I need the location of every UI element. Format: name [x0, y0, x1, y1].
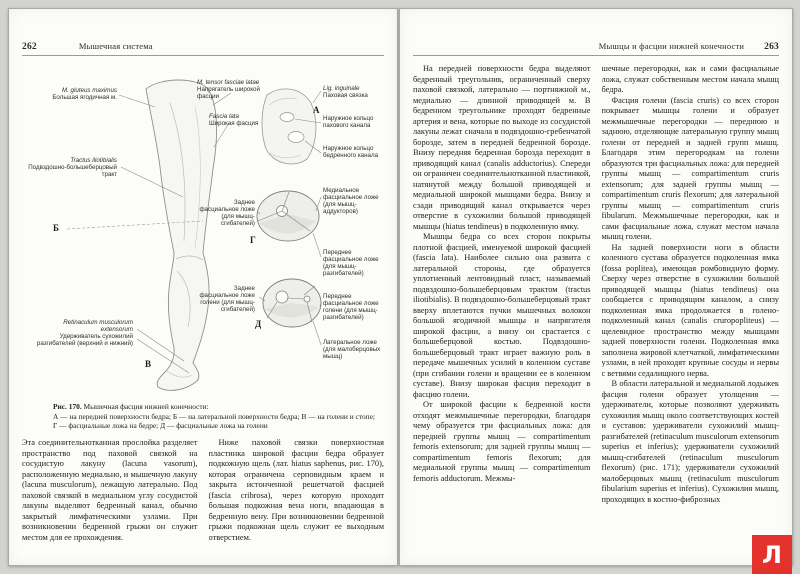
running-title-right: Мышцы и фасции нижней конечности [598, 41, 745, 51]
fig-label-medial-compartment [323, 187, 385, 215]
fig-label-anterior-leg-compartment [323, 293, 385, 321]
figure-caption-line1: А — на передней поверхности бедра; Б — на латеральной поверхности бедра; В — на голени и стопе; [53, 412, 375, 421]
left-page [8, 8, 398, 566]
label-russian: Наружное кольцо пахового канала [323, 115, 374, 129]
fig-label-posterior-leg-compartment [197, 285, 255, 313]
label-russian: Подвздошно-большеберцовый тракт [28, 164, 117, 178]
label-russian: Наружное кольцо бедренного канала [323, 145, 379, 159]
label-russian: Переднее фасциальное ложе (для мышц-разгибателей) [323, 249, 379, 277]
label-russian: Заднее фасциальное ложе (для мышц-сгибателей) [199, 199, 255, 227]
paragraph: На задней поверхности ноги в области коленного сустава образуется подколенная ямка (fossa poplitea), имеющая ромбовидную форму. Сверху через отверстие в сухожилии большой приводящей мышцы (hiatus tendineus) она сообщается с приводящим каналом, а снизу подколенная ямка продолжается в голено-подколенный канал (canalis cruropopliteus) — щелевидное пространство между мышцами задней поверхности голени. Подколенная ямка заполнена жировой клетчаткой, лимфатическими узлами, в ней проходят крупные сосуды и нервы с ветвями седалищного нерва. [601, 242, 779, 378]
label-russian: Удерживатель сухожилий разгибателей (верхний и нижний) [36, 333, 133, 347]
right-page-text-columns [413, 64, 779, 554]
right-page-column-2 [602, 64, 780, 554]
subfigure-letter-b: Б [53, 223, 59, 233]
figure-title: Мышечная фасция нижней конечности: [83, 402, 209, 411]
running-title-left: Мышечная система [78, 41, 153, 51]
paragraph: шечные перегородки, как и сами фасциальные ложа, служат собственным местом начала мышц бедра. [601, 64, 779, 94]
fig-label-fascia-lata [209, 113, 261, 127]
fig-label-femoral-canal-ring [323, 145, 385, 159]
left-page-text-columns [22, 438, 384, 554]
left-page-column-2 [209, 438, 385, 554]
logo-letter: Л [762, 540, 782, 569]
figure-number: Рис. 170. [53, 402, 82, 411]
subfigure-letter-g: Г [250, 235, 256, 245]
paragraph: Фасция голени (fascia cruris) со всех сторон покрывает мышцы голени и образует межмышечные перегородки — переднюю и заднюю, отделяющие латеральную группу мышц голени от передней и задней групп мышц. Благодаря этим перегородкам на голени образуются три фасциальных ложа: для передней группы мышц — compartimentum cruris extensorum; для задней группы мышц — compartimentum cruris flexorum; для латеральной группы мышц — compartimentum cruris fibularum. Межмышечные перегородки, как и сами фасциальные ложа, служат местом начала мышц голени. [601, 95, 779, 241]
paragraph: От широкой фасции к бедренной кости отходят межмышечные перегородки, благодаря чему образуется три фасциальных ложа: для передней группы мышц — compartimentum femoris extensorum; для задней группы мышц — compartimentum femoris flexorum; для медиальной группы мышц — compartimentum femoris adductorum. Межмы- [413, 400, 591, 483]
page-number-left: 262 [22, 42, 37, 52]
left-page-header [22, 41, 384, 56]
right-page [399, 8, 793, 569]
label-russian: Переднее фасциальное ложе голени (для мышц-разгибателей) [323, 293, 379, 321]
label-russian: Большая ягодичная м. [52, 94, 117, 101]
fig-label-inguinal-ligament [323, 85, 385, 99]
left-page-column-1 [22, 438, 198, 554]
fig-label-iliotibial-tract [19, 157, 117, 178]
labirint-logo [752, 535, 792, 574]
label-latin: Retinaculum musculorum extensorum [63, 319, 133, 333]
right-page-header [413, 41, 779, 56]
paragraph: На передней поверхности бедра выделяют бедренный треугольник, ограниченный сверху паховой связкой, латерально — портняжной м., медиально — длинной приводящей м. В бедренном треугольнике проходят бедренные артерия и вена, которые по выходе из сосудистой лакуны лежат сначала в подвздошно-гребенчатой борозде, затем в передней бедренной борозде. Внизу передняя бедренная борозда переходит в приводящий канал (canalis adductorius). Спереди он ограничен соединительнотканной пластинкой, натянутой между большой приводящей и медиальной широкой мышцами бедра. Внизу и сзади приводящий канал открывается через отверстие в сухожилии большой приводящей мышцы (hiatus tendineus) в подколенную ямку. [413, 64, 591, 231]
subfigure-letter-d: Д [255, 319, 262, 329]
subfigure-letter-a: А [313, 105, 320, 115]
label-russian: Широкая фасция [209, 120, 259, 127]
figure-170 [19, 61, 387, 399]
label-russian: Напрягатель широкой фасции [197, 86, 260, 100]
right-page-column-1 [413, 64, 591, 554]
label-russian: Заднее фасциальное ложе голени (для мышц-сгибателей) [199, 285, 255, 313]
label-latin: Fascia lata [209, 113, 239, 120]
fig-label-anterior-thigh-compartment [323, 249, 385, 277]
paragraph: Мышцы бедра со всех сторон покрыты плотной фасцией, именуемой широкой фасцией (fascia lata). Наиболее сильно она развита с латеральной стороны, где образуется уплотненный лентовидный пласт, называемый подвздошно-большеберцовым трактом (tractus iliotibialis). В подвздошно-большеберцовый тракт вверху вплетаются пучки мышечных волокон большой ягодичной мышцы и напрягателя широкой фасции, а внизу он срастается с большеберцовой костью. Подвздошно-большеберцовый тракт играет важную роль в передаче мышечных усилий в коленном суставе (при сгибании голени и вращении ее в коленном суставе). Внизу широкая фасция переходит в фасцию голени. [413, 232, 591, 399]
paragraph: Ниже паховой связки поверхностная пластинка широкой фасции бедра образует подкожную щель (лат. hiatus saphenus, рис. 170), которая ограничена серповидным краем и закрыта истонченной решетчатой фасцией (fascia cribrosa), через которую проходит большая подкожная вена ноги, впадающая в бедренную вену. При возникновении бедренной грыжи подкожная щель служит ее выходным отверстием. [208, 438, 384, 542]
fig-label-posterior-thigh-compartment [199, 199, 255, 227]
page-number-right: 263 [764, 42, 779, 52]
fig-label-lateral-compartment [323, 339, 385, 360]
fig-label-gluteus-maximus [21, 87, 117, 101]
figure-caption-line2: Г — фасциальные ложа на бедре; Д — фасциальные ложа на голени [53, 421, 268, 430]
label-latin: Lig. inguinale [323, 85, 360, 92]
figure-caption-title [53, 402, 385, 411]
label-russian: Паховая связка [323, 92, 368, 99]
fig-label-tensor-fasciae-latae [197, 79, 271, 100]
label-russian: Медиальное фасциальное ложе (для мышц-аддукторов) [323, 187, 379, 215]
subfigure-letter-v: В [145, 359, 152, 369]
fig-label-inguinal-canal-ring [323, 115, 385, 129]
label-latin: M. tensor fasciae latae [197, 79, 260, 86]
paragraph: Эта соединительнотканная прослойка разделяет пространство под паховой связкой на сосудистую лакуну (lacuna vasorum), расположенную медиально, и мышечную лакуну (lacuna musculorum), лежащую латерально. Под паховой связкой в медиальном углу сосудистой лакуны выделяют бедренный канал, обычно закрытый лимфатическими узлами. При возникновении бедренной грыжи он служит местом для ее прохождения. [22, 438, 198, 542]
paragraph: В области латеральной и медиальной лодыжек фасция голени образует утолщения — удерживатели, которые позволяют удерживать сухожилия мышц около соответствующих костей и суставов: удерживатели сухожилий мышц-разгибателей (retinaculum musculorum extensorum superius et inferius); удерживатели сухожилий мышц-сгибателей (retinaculum musculorum flexorum) (рис. 171); удерживатели сухожилий малоберцовых мышц (retinaculum musculorum fibularium superius et inferius). Сухожилия мышц, проходящих в костно-фиброзных [601, 379, 779, 504]
figure-caption [53, 402, 385, 430]
fig-label-extensor-retinaculum [33, 319, 133, 347]
label-latin: M. gluteus maximus [61, 87, 117, 94]
label-russian: Латеральное ложе (для малоберцовых мышц) [323, 339, 381, 360]
label-latin: Tractus iliotibialis [70, 157, 117, 164]
